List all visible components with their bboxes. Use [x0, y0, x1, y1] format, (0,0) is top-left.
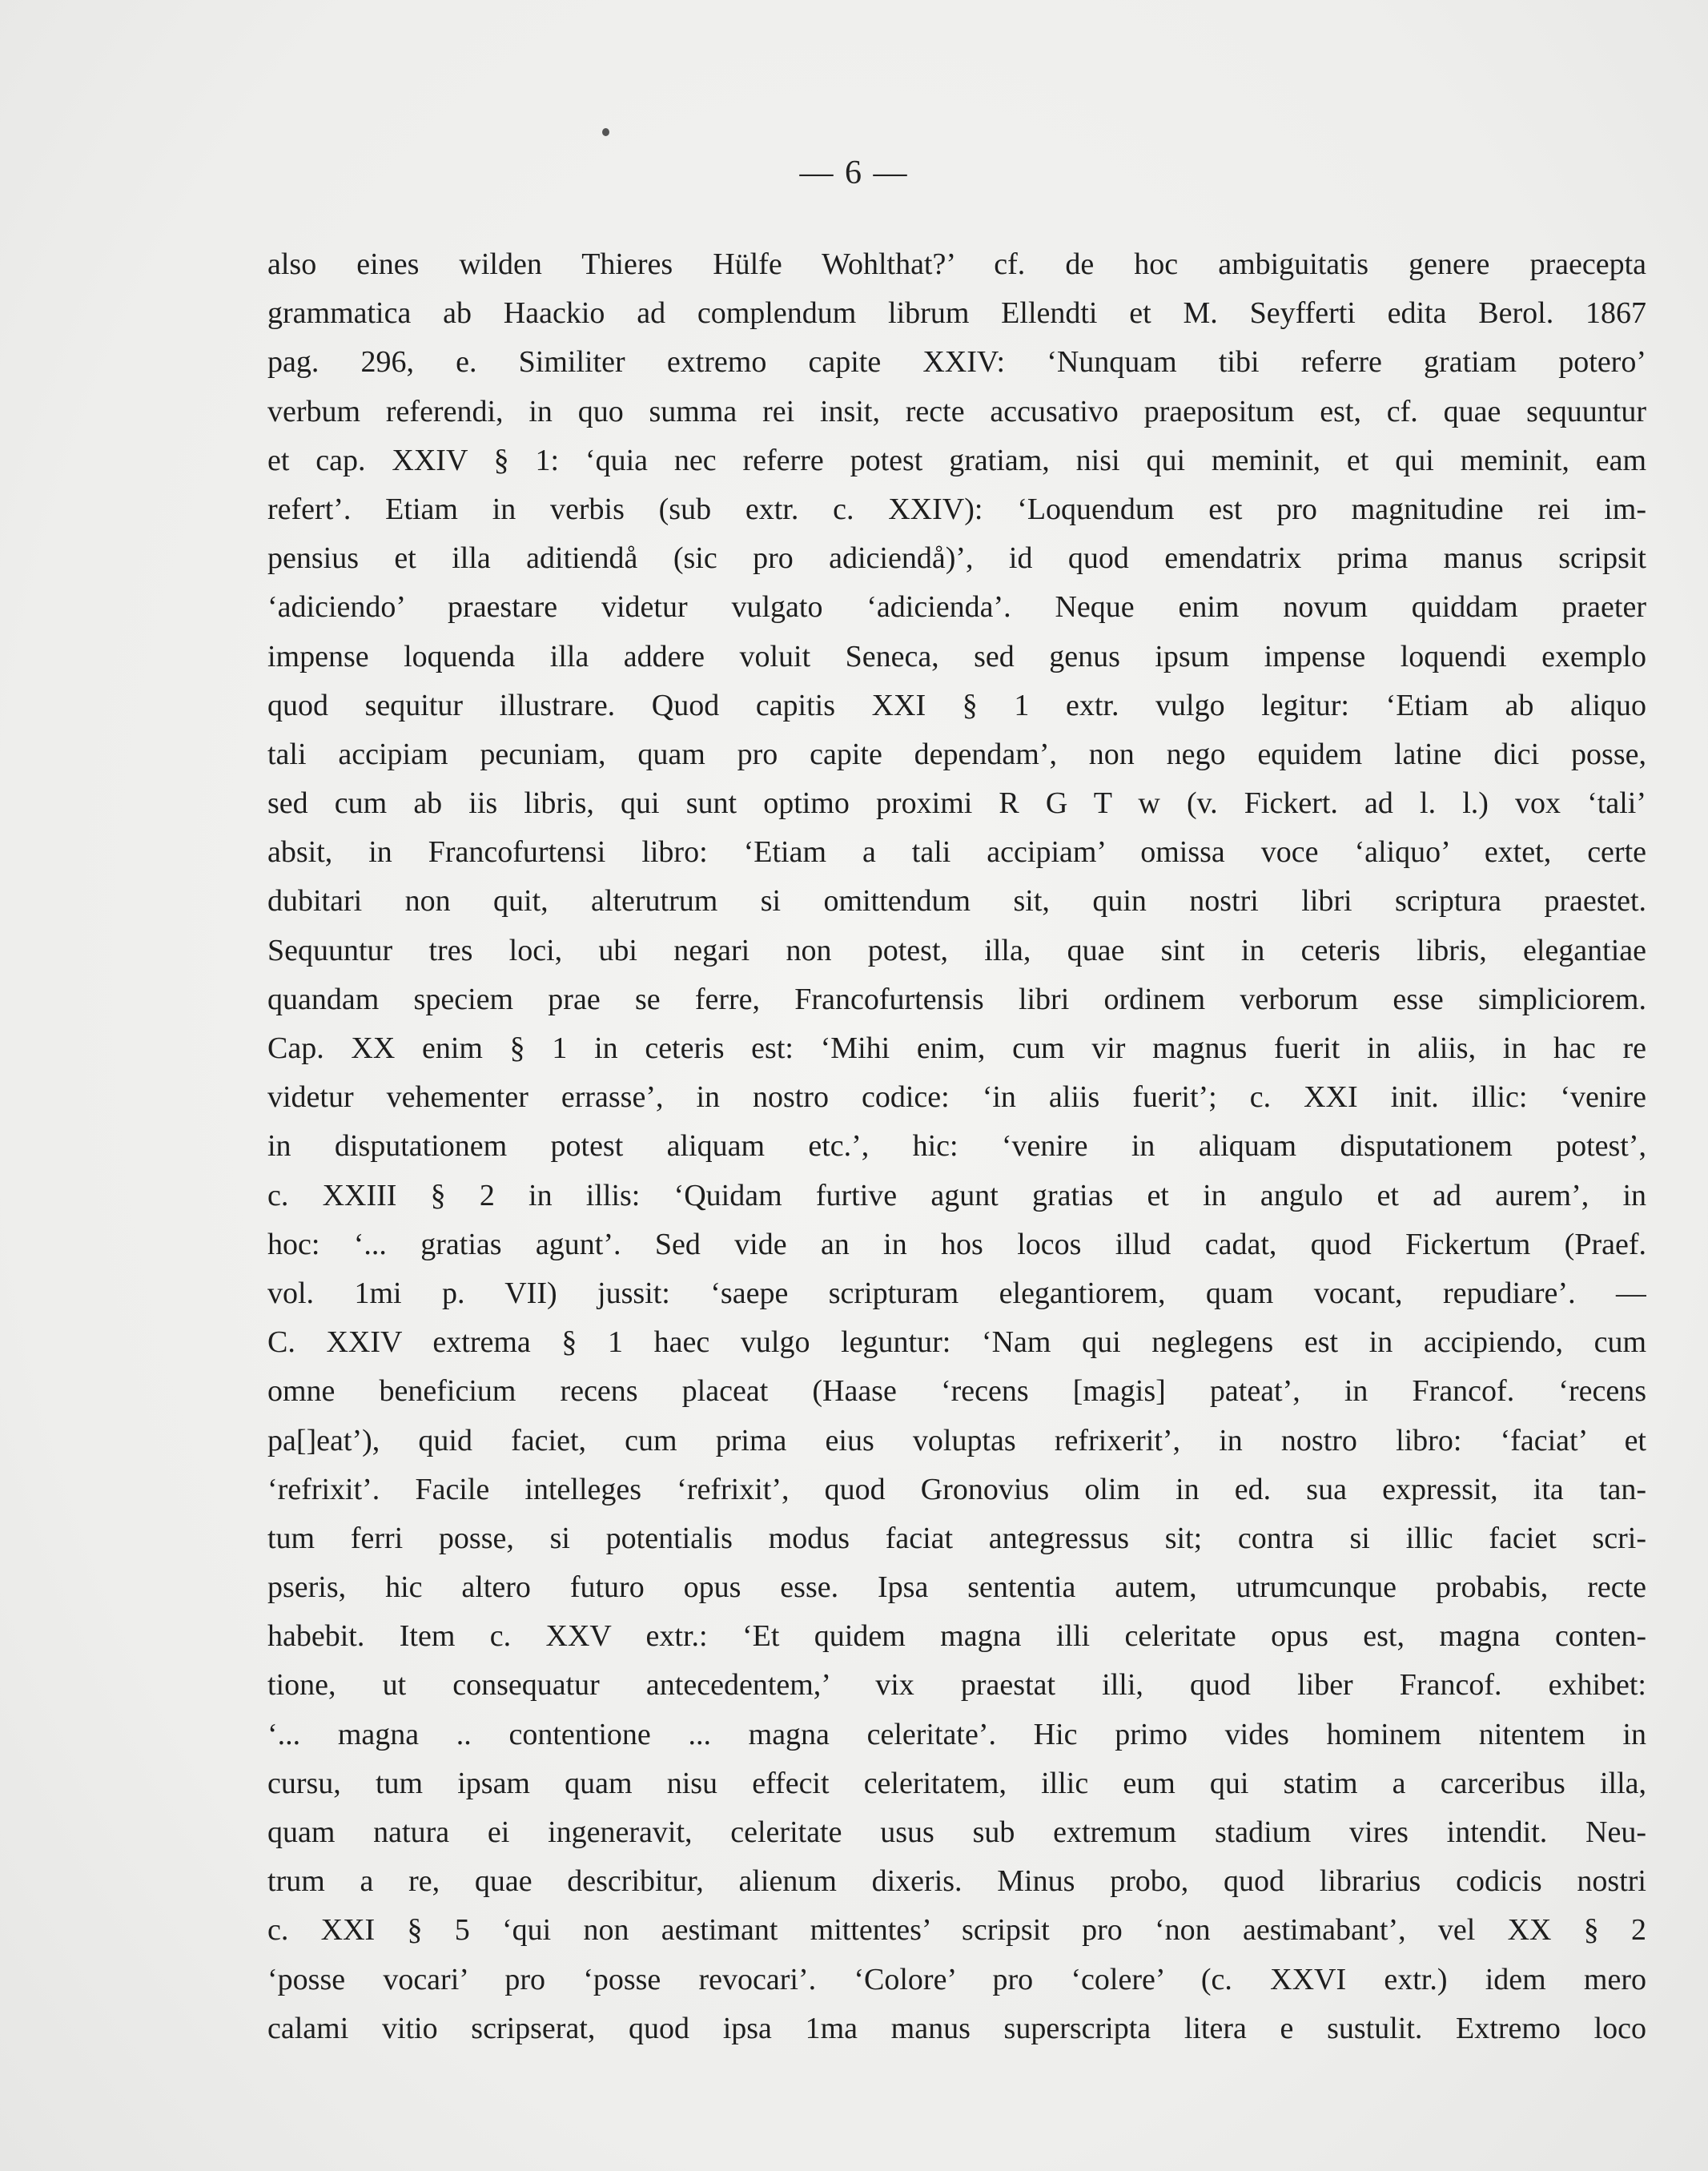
text-line: refert’. Etiam in verbis (sub extr. c. XXIV): ‘Loquendum est pro magnitudine rei im-: [267, 492, 1646, 526]
text-line: omne beneficium recens placeat (Haase ‘recens [magis] pateat’, in Francof. ‘recens: [267, 1374, 1646, 1409]
text-line: pa[]eat’), quid faciet, cum prima eius voluptas refrixerit’, in nostro libro: ‘faciat’ et: [267, 1423, 1646, 1457]
text-line: in disputationem potest aliquam etc.’, hic: ‘venire in aliquam disputationem potest’,: [267, 1129, 1646, 1164]
text-line: quandam speciem prae se ferre, Francofurtensis libri ordinem verborum esse simpliciorem.: [267, 982, 1646, 1016]
body-text: [267, 240, 1646, 2053]
text-line: calami vitio scripserat, quod ipsa 1ma manus superscripta litera e sustulit. Extremo loco: [267, 2011, 1646, 2045]
text-line: Cap. XX enim § 1 in ceteris est: ‘Mihi enim, cum vir magnus fuerit in aliis, in hac re: [267, 1031, 1646, 1065]
text-line: pag. 296, e. Similiter extremo capite XXIV: ‘Nunquam tibi referre gratiam potero’: [267, 345, 1646, 380]
text-line: pseris, hic altero futuro opus esse. Ipsa sententia autem, utrumcunque probabis, recte: [267, 1570, 1646, 1605]
text-line: et cap. XXIV § 1: ‘quia nec referre potest gratiam, nisi qui meminit, et qui meminit, eam: [267, 443, 1646, 477]
page-number: — 6 —: [799, 155, 909, 191]
text-line: c. XXIII § 2 in illis: ‘Quidam furtive agunt gratias et in angulo et ad aurem’, in: [267, 1178, 1646, 1212]
text-line: vol. 1mi p. VII) jussit: ‘saepe scripturam elegantiorem, quam vocant, repudiare’. —: [267, 1276, 1646, 1310]
text-line: ‘posse vocari’ pro ‘posse revocari’. ‘Colore’ pro ‘colere’ (c. XXVI extr.) idem mero: [267, 1962, 1646, 1996]
text-line: Sequuntur tres loci, ubi negari non potest, illa, quae sint in ceteris libris, elegantiae: [267, 933, 1646, 967]
text-line: tione, ut consequatur antecedentem,’ vix praestat illi, quod liber Francof. exhibet:: [267, 1668, 1646, 1703]
text-line: c. XXI § 5 ‘qui non aestimant mittentes’ scripsit pro ‘non aestimabant’, vel XX § 2: [267, 1913, 1646, 1948]
text-line: dubitari non quit, alterutrum si omittendum sit, quin nostri libri scriptura praestet.: [267, 884, 1646, 919]
text-line: trum a re, quae describitur, alienum dixeris. Minus probo, quod librarius codicis nostri: [267, 1864, 1646, 1899]
text-line: grammatica ab Haackio ad complendum librum Ellendti et M. Seyfferti edita Berol. 1867: [267, 296, 1646, 331]
text-line: videtur vehementer errasse’, in nostro codice: ‘in aliis fuerit’; c. XXI init. illic: ‘venire: [267, 1080, 1646, 1115]
text-line: verbum referendi, in quo summa rei insit, recte accusativo praepositum est, cf. quae sequuntur: [267, 394, 1646, 428]
text-line: ‘refrixit’. Facile intelleges ‘refrixit’, quod Gronovius olim in ed. sua expressit, ita tan-: [267, 1472, 1646, 1506]
text-line: hoc: ‘... gratias agunt’. Sed vide an in hos locos illud cadat, quod Fickertum (Praef.: [267, 1227, 1646, 1261]
text-line: also eines wilden Thieres Hülfe Wohlthat?’ cf. de hoc ambiguitatis genere praecepta: [267, 247, 1646, 281]
text-line: sed cum ab iis libris, qui sunt optimo proximi R G T w (v. Fickert. ad l. l.) vox ‘tali’: [267, 786, 1646, 821]
text-line: tali accipiam pecuniam, quam pro capite dependam’, non nego equidem latine dici posse,: [267, 737, 1646, 771]
text-line: quam natura ei ingeneravit, celeritate usus sub extremum stadium vires intendit. Neu-: [267, 1815, 1646, 1849]
text-line: habebit. Item c. XXV extr.: ‘Et quidem magna illi celeritate opus est, magna conten-: [267, 1619, 1646, 1654]
text-line: quod sequitur illustrare. Quod capitis XXI § 1 extr. vulgo legitur: ‘Etiam ab aliquo: [267, 688, 1646, 722]
text-line: ‘... magna .. contentione ... magna celeritate’. Hic primo vides hominem nitentem in: [267, 1717, 1646, 1751]
text-line: ‘adiciendo’ praestare videtur vulgato ‘adicienda’. Neque enim novum quiddam praeter: [267, 590, 1646, 625]
text-line: cursu, tum ipsam quam nisu effecit celeritatem, illic eum qui statim a carceribus illa,: [267, 1766, 1646, 1800]
text-line: pensius et illa aditiendå (sic pro adiciendå)’, id quod emendatrix prima manus scripsit: [267, 541, 1646, 576]
text-line: absit, in Francofurtensi libro: ‘Etiam a tali accipiam’ omissa voce ‘aliquo’ extet, certe: [267, 835, 1646, 870]
ink-speck: [602, 128, 609, 136]
text-line: impense loquenda illa addere voluit Seneca, sed genus ipsum impense loquendi exemplo: [267, 639, 1646, 673]
text-line: C. XXIV extrema § 1 haec vulgo leguntur: ‘Nam qui neglegens est in accipiendo, cum: [267, 1325, 1646, 1360]
text-line: tum ferri posse, si potentialis modus faciat antegressus sit; contra si illic faciet scri-: [267, 1521, 1646, 1555]
